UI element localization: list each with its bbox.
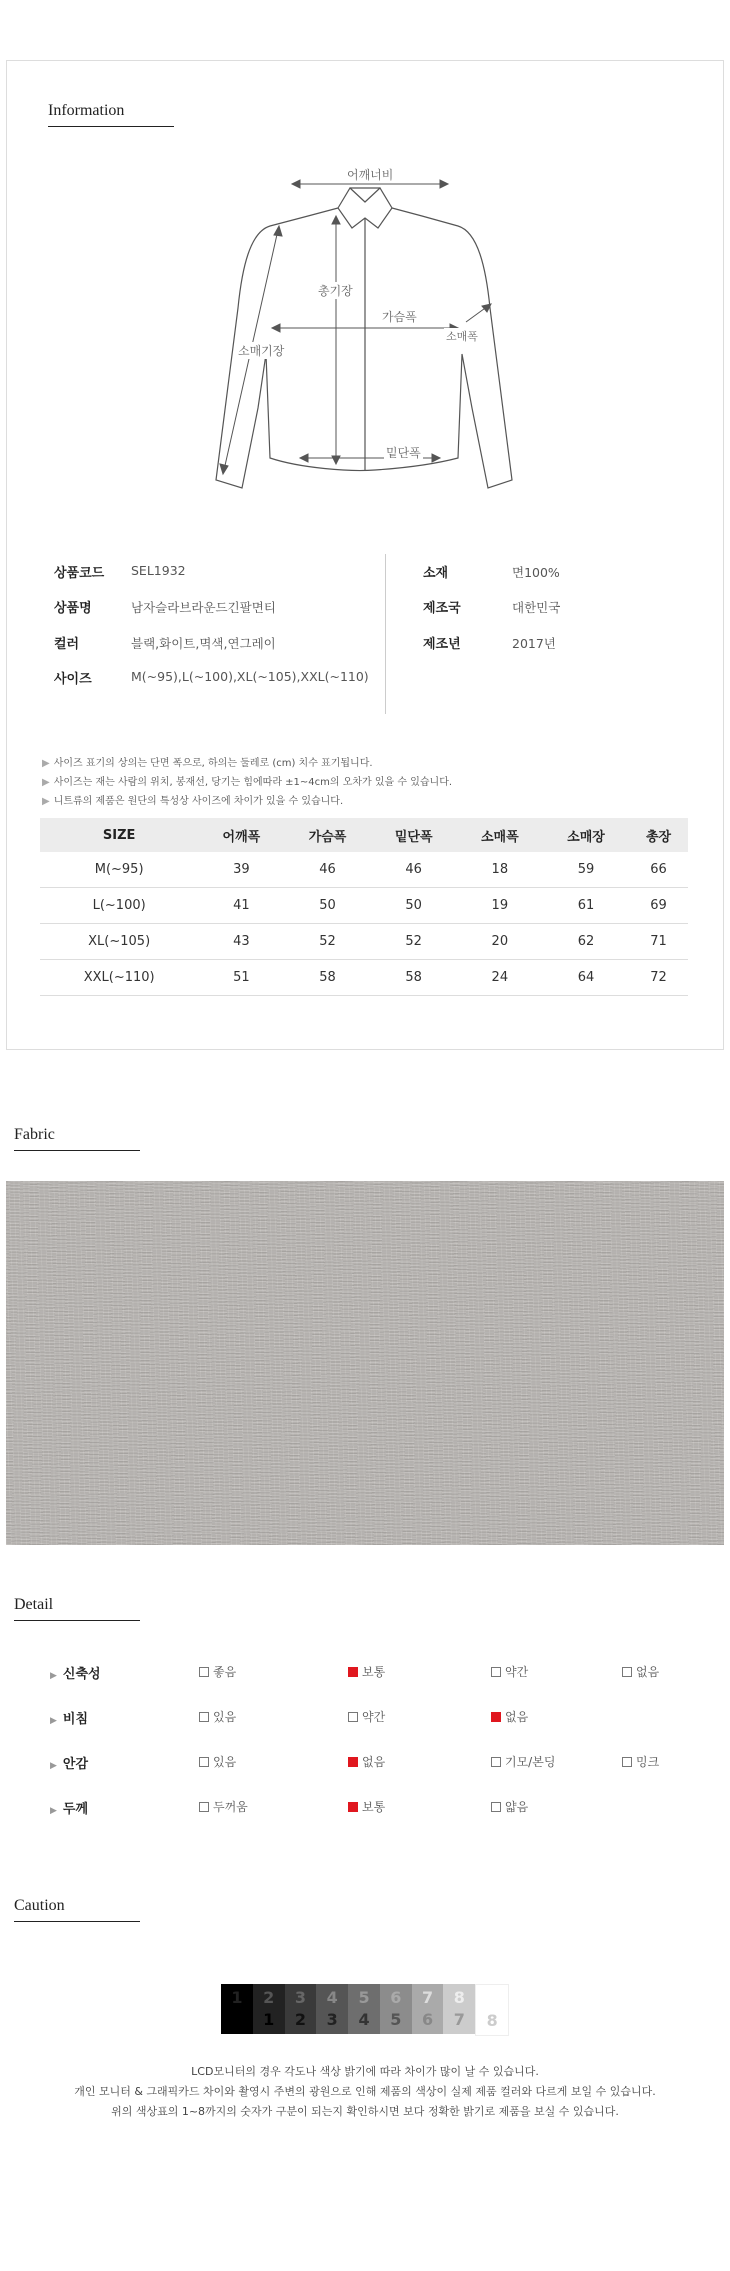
detail-title: Detail bbox=[14, 1596, 54, 1613]
spec-label-size: 사이즈 bbox=[54, 672, 92, 687]
option-sheer-none: 없음 bbox=[491, 1708, 528, 1725]
spec-value-material: 면100% bbox=[512, 565, 560, 580]
gray-scale-cell bbox=[316, 1984, 348, 2034]
caution-title: Caution bbox=[14, 1897, 65, 1914]
table-cell: L(~100) bbox=[40, 888, 198, 924]
checkbox-checked-icon bbox=[348, 1757, 358, 1767]
table-cell: 61 bbox=[543, 888, 629, 924]
gray-scale-number: 6 bbox=[422, 2010, 434, 2029]
option-stretch-good: 좋음 bbox=[199, 1663, 236, 1680]
gray-scale-number: 5 bbox=[358, 1988, 370, 2007]
spec-divider bbox=[385, 554, 386, 714]
option-lining-brushed: 기모/본딩 bbox=[491, 1753, 555, 1770]
table-row bbox=[40, 960, 688, 996]
label-shoulder-width: 어깨너비 bbox=[347, 168, 394, 182]
table-cell: 41 bbox=[198, 888, 284, 924]
checkbox-icon bbox=[199, 1712, 209, 1722]
gray-scale-number: 5 bbox=[390, 2010, 402, 2029]
gray-scale-number: 4 bbox=[326, 1988, 338, 2007]
checkbox-icon bbox=[199, 1757, 209, 1767]
spec-value-size: M(~95),L(~100),XL(~105),XXL(~110) bbox=[131, 669, 369, 684]
option-stretch-normal: 보통 bbox=[348, 1663, 385, 1680]
gray-scale-cell bbox=[221, 1984, 253, 2034]
detail-label-lining: ▶ 안감 bbox=[50, 1757, 89, 1772]
table-cell: 66 bbox=[629, 852, 688, 888]
table-cell: 19 bbox=[457, 888, 543, 924]
table-cell: 62 bbox=[543, 924, 629, 960]
option-sheer-slight: 약간 bbox=[348, 1708, 385, 1725]
option-thick-normal: 보통 bbox=[348, 1798, 385, 1815]
table-row bbox=[40, 888, 688, 924]
table-cell: 72 bbox=[629, 960, 688, 996]
fabric-title: Fabric bbox=[14, 1126, 55, 1143]
gray-scale-cell bbox=[380, 1984, 412, 2034]
header-sleeve-width: 소매폭 bbox=[457, 818, 543, 852]
option-lining-mink: 밍크 bbox=[622, 1753, 659, 1770]
gray-scale-number: 3 bbox=[326, 2010, 338, 2029]
caution-title-rule bbox=[14, 1921, 140, 1922]
table-cell: 43 bbox=[198, 924, 284, 960]
table-row bbox=[40, 852, 688, 888]
table-cell: 52 bbox=[371, 924, 457, 960]
spec-value-color: 블랙,화이트,멱색,연그레이 bbox=[131, 636, 276, 651]
gray-scale-number: 3 bbox=[294, 1988, 307, 2007]
spec-value-year: 2017년 bbox=[512, 636, 556, 651]
gray-scale-number: 1 bbox=[231, 1988, 243, 2007]
shirt-measurement-diagram bbox=[200, 158, 530, 498]
spec-value-product-name: 남자슬라브라운드긴팔면티 bbox=[131, 600, 276, 615]
label-total-length: 총기장 bbox=[318, 284, 353, 298]
table-cell: 51 bbox=[198, 960, 284, 996]
caution-text: LCD모니터의 경우 각도나 색상 밝기에 따라 차이가 많이 날 수 있습니다. bbox=[191, 2065, 539, 2078]
checkbox-icon bbox=[491, 1802, 501, 1812]
gray-scale-cell bbox=[285, 1984, 317, 2034]
checkbox-checked-icon bbox=[348, 1802, 358, 1812]
checkbox-icon bbox=[491, 1667, 501, 1677]
spec-label-product-code: 상품코드 bbox=[54, 566, 105, 581]
table-cell: 50 bbox=[371, 888, 457, 924]
gray-scale-chart bbox=[221, 1984, 509, 2034]
size-note: ▶ 사이즈 표기의 상의는 단면 폭으로, 하의는 둘레로 (cm) 치수 표기됩니다. bbox=[42, 758, 373, 769]
table-cell: 69 bbox=[629, 888, 688, 924]
bullet-icon: ▶ bbox=[50, 1761, 57, 1771]
detail-label-stretch: ▶ 신축성 bbox=[50, 1667, 101, 1682]
size-table bbox=[40, 818, 688, 996]
table-cell: 52 bbox=[284, 924, 370, 960]
table-cell: 24 bbox=[457, 960, 543, 996]
gray-scale-number: 2 bbox=[263, 1988, 275, 2007]
header-shoulder: 어깨폭 bbox=[198, 818, 284, 852]
spec-label-material: 소재 bbox=[423, 566, 449, 581]
table-row bbox=[40, 924, 688, 960]
header-sleeve-length: 소매장 bbox=[543, 818, 629, 852]
table-cell: 64 bbox=[543, 960, 629, 996]
option-stretch-none: 없음 bbox=[622, 1663, 659, 1680]
gray-scale-number: 4 bbox=[358, 2010, 370, 2029]
label-sleeve-length: 소매기장 bbox=[238, 344, 285, 358]
label-chest-width: 가슴폭 bbox=[382, 310, 417, 324]
information-title-rule bbox=[48, 126, 174, 127]
option-lining-yes: 있음 bbox=[199, 1753, 236, 1770]
table-cell: 58 bbox=[284, 960, 370, 996]
spec-label-country: 제조국 bbox=[423, 601, 461, 616]
table-cell: XL(~105) bbox=[40, 924, 198, 960]
header-total-length: 총장 bbox=[629, 818, 688, 852]
table-cell: 50 bbox=[284, 888, 370, 924]
option-sheer-yes: 있음 bbox=[199, 1708, 236, 1725]
caution-text: 개인 모니터 & 그래픽카드 차이와 촬영시 주변의 광원으로 인해 제품의 색상이 실제 제품 컬러와 다르게 보일 수 있습니다. bbox=[74, 2085, 656, 2098]
gray-scale-cell bbox=[443, 1984, 475, 2034]
gray-scale-number: 2 bbox=[294, 2010, 307, 2029]
spec-value-product-code: SEL1932 bbox=[131, 563, 186, 578]
label-hem-width: 밑단폭 bbox=[386, 446, 421, 460]
checkbox-icon bbox=[348, 1712, 358, 1722]
option-thick-heavy: 두꺼움 bbox=[199, 1798, 248, 1815]
table-cell: 71 bbox=[629, 924, 688, 960]
checkbox-icon bbox=[199, 1802, 209, 1812]
detail-label-thickness: ▶ 두께 bbox=[50, 1802, 89, 1817]
checkbox-checked-icon bbox=[348, 1667, 358, 1677]
option-stretch-slight: 약간 bbox=[491, 1663, 528, 1680]
gray-scale-number: 8 bbox=[453, 1988, 465, 2007]
gray-scale-cell bbox=[253, 1984, 285, 2034]
bullet-icon: ▶ bbox=[50, 1671, 57, 1681]
fabric-swatch-image bbox=[6, 1181, 724, 1545]
gray-scale-cell bbox=[412, 1984, 444, 2034]
table-cell: 46 bbox=[284, 852, 370, 888]
size-note: ▶ 사이즈는 재는 사람의 위치, 봉재선, 당기는 힘에따라 ±1~4cm의 오차가 있을 수 있습니다. bbox=[42, 777, 453, 788]
gray-scale-cell bbox=[348, 1984, 380, 2034]
checkbox-icon bbox=[622, 1667, 632, 1677]
fabric-title-rule bbox=[14, 1150, 140, 1151]
option-lining-none: 없음 bbox=[348, 1753, 385, 1770]
information-title: Information bbox=[48, 102, 125, 119]
checkbox-checked-icon bbox=[491, 1712, 501, 1722]
detail-label-sheerness: ▶ 비침 bbox=[50, 1712, 89, 1727]
spec-label-color: 컬러 bbox=[54, 637, 80, 652]
gray-scale-cell bbox=[475, 1984, 509, 2036]
table-cell: 20 bbox=[457, 924, 543, 960]
spec-label-year: 제조년 bbox=[423, 637, 461, 652]
checkbox-icon bbox=[491, 1757, 501, 1767]
header-hem: 밑단폭 bbox=[371, 818, 457, 852]
gray-scale-number: 7 bbox=[453, 2010, 465, 2029]
gray-scale-number: 6 bbox=[390, 1988, 402, 2007]
gray-scale-number: 7 bbox=[422, 1988, 434, 2007]
label-sleeve-width: 소매폭 bbox=[446, 330, 478, 343]
gray-scale-number: 1 bbox=[263, 2010, 275, 2029]
size-note: ▶ 니트류의 제품은 원단의 특성상 사이즈에 차이가 있을 수 있습니다. bbox=[42, 796, 344, 807]
gray-scale-number: 8 bbox=[486, 2011, 498, 2030]
header-chest: 가슴폭 bbox=[284, 818, 370, 852]
table-cell: 46 bbox=[371, 852, 457, 888]
bullet-icon: ▶ bbox=[50, 1716, 57, 1726]
table-cell: 39 bbox=[198, 852, 284, 888]
checkbox-icon bbox=[622, 1757, 632, 1767]
table-cell: 58 bbox=[371, 960, 457, 996]
option-thick-thin: 얇음 bbox=[491, 1798, 528, 1815]
table-cell: 59 bbox=[543, 852, 629, 888]
bullet-icon: ▶ bbox=[50, 1806, 57, 1816]
detail-title-rule bbox=[14, 1620, 140, 1621]
table-cell: 18 bbox=[457, 852, 543, 888]
spec-label-product-name: 상품명 bbox=[54, 601, 92, 616]
caution-text: 위의 색상표의 1~8까지의 숫자가 구분이 되는지 확인하시면 보다 정확한 밝기로 제품을 보실 수 있습니다. bbox=[111, 2105, 619, 2118]
checkbox-icon bbox=[199, 1667, 209, 1677]
table-cell: XXL(~110) bbox=[40, 960, 198, 996]
header-size: SIZE bbox=[40, 818, 198, 852]
spec-value-country: 대한민국 bbox=[512, 600, 561, 615]
table-cell: M(~95) bbox=[40, 852, 198, 888]
size-table-header bbox=[40, 818, 688, 852]
